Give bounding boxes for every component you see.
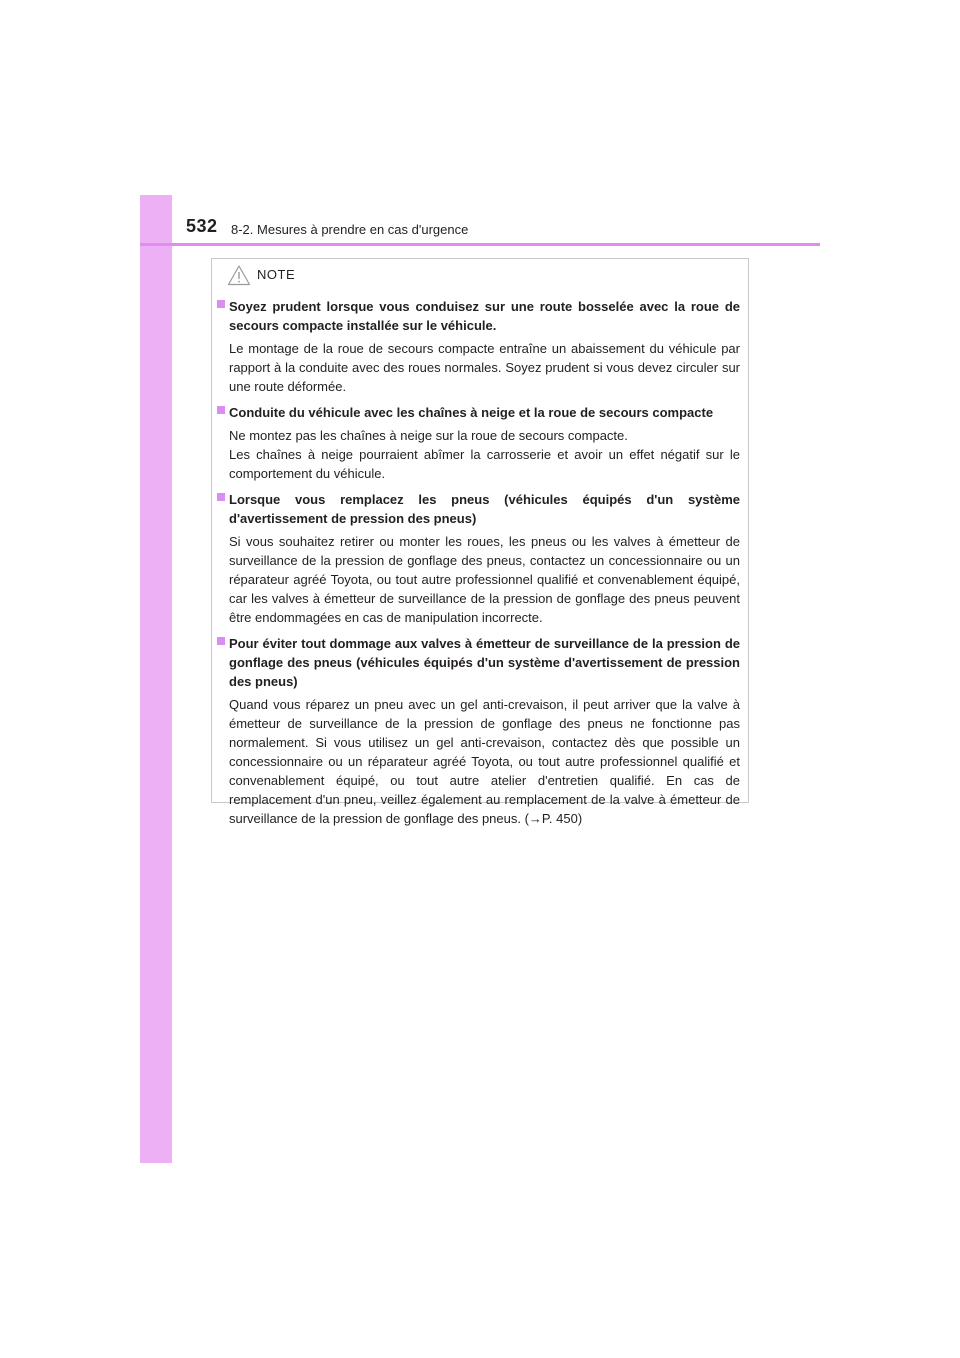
note-item-heading: Soyez prudent lorsque vous conduisez sur une route bosselée avec la roue de secours compacte installée sur le véhicule. <box>229 299 740 333</box>
note-items <box>212 297 748 835</box>
note-item-body: Quand vous réparez un pneu avec un gel anti-crevaison, il peut arriver que la valve à émetteur de surveillance de la pression de gonflage des pneus ne fonctionne pas normalement. Si vous utilisez un gel anti-crevaison, contactez dès que possible un concessionnaire ou un réparateur agréé Toyota, ou tout autre professionnel qualifié et convenablement équipé, ou tout autre atelier d'entretien qualifié. En cas de remplacement d'un pneu, veillez également au remplacement de la valve à émetteur de surveillance de la pression de gonflage des pneus. (→P. 450) <box>229 697 740 826</box>
note-item-body: Le montage de la roue de secours compacte entraîne un abaissement du véhicule par rapport à la conduite avec des roues normales. Soyez prudent si vous devez circuler sur une route déformée. <box>229 341 740 394</box>
header-rule <box>140 243 820 246</box>
side-tab-bar <box>140 195 172 1163</box>
note-item-body: Les chaînes à neige pourraient abîmer la carrosserie et avoir un effet négatif sur le comportement du véhicule. <box>229 447 740 481</box>
note-item <box>212 634 748 828</box>
note-item-body: Ne montez pas les chaînes à neige sur la roue de secours compacte. <box>229 428 628 443</box>
square-bullet-icon <box>217 406 225 414</box>
square-bullet-icon <box>217 637 225 645</box>
note-item-heading: Lorsque vous remplacez les pneus (véhicules équipés d'un système d'avertissement de pression des pneus) <box>229 492 740 526</box>
note-item <box>212 403 748 483</box>
page-number: 532 <box>186 216 218 236</box>
warning-triangle-icon <box>227 264 251 286</box>
note-box <box>211 258 749 826</box>
square-bullet-icon <box>217 300 225 308</box>
note-item-heading: Conduite du véhicule avec les chaînes à neige et la roue de secours compacte <box>229 405 714 420</box>
square-bullet-icon <box>217 493 225 501</box>
note-item-body: Si vous souhaitez retirer ou monter les roues, les pneus ou les valves à émetteur de surveillance de la pression de gonflage des pneus, contactez un concessionnaire ou un réparateur agréé Toyota, ou tout autre professionnel qualifié et convenablement équipé, car les valves à émetteur de surveillance de la pression de gonflage des pneus peuvent être endommagées en cas de manipulation incorrecte. <box>229 534 740 625</box>
section-title: 8-2. Mesures à prendre en cas d'urgence <box>231 222 469 237</box>
note-item-heading: Pour éviter tout dommage aux valves à émetteur de surveillance de la pression de gonflage des pneus (véhicules équipés d'un système d'avertissement de pression des pneus) <box>229 636 740 689</box>
note-item <box>212 490 748 627</box>
note-item <box>212 297 748 396</box>
note-label: NOTE <box>257 267 296 282</box>
